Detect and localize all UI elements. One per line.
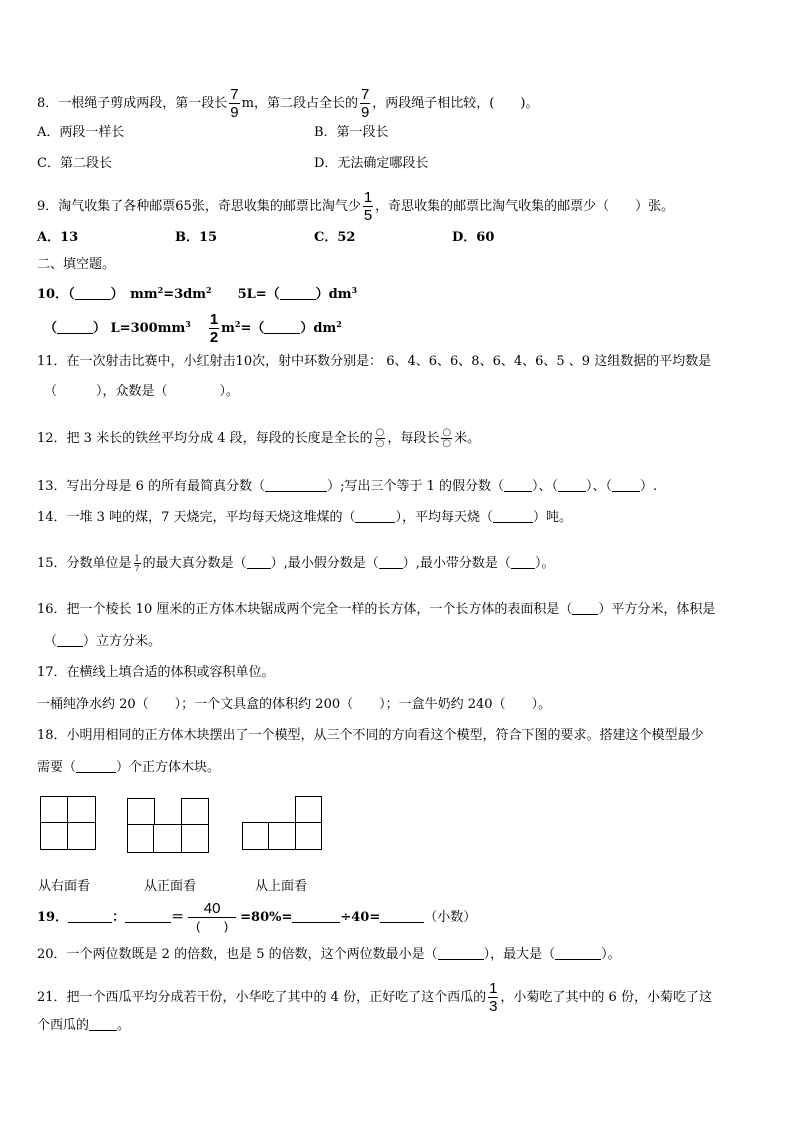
q16-text-b: ）平方分米，体积是 [598,602,716,617]
q9-fraction-num: 1 [363,189,373,206]
q10-fraction-den: 2 [209,329,219,346]
q17-line-2: 一桶纯净水约 20（ ）；一个文具盒的体积约 200（ ）；一盒牛奶约 240（ ）。 [37,697,552,712]
q9-fraction [363,189,373,224]
q21-fraction [488,980,498,1015]
q8-option-c: C．第二段长 [37,156,112,171]
view-top-cell [268,822,297,850]
q21-text-c: 个西瓜的 [37,1018,90,1033]
q8-text-b: m，第二段占全长的 [241,96,358,111]
q21-text-a: 21．把一个西瓜平均分成若干份，小华吃了其中的 4 份，正好吃了这个西瓜的 [37,990,487,1005]
view-top-cell [295,796,322,824]
q10-text-j: ）dm [300,321,337,336]
q9-stem [37,189,674,224]
q13-blank-2[interactable] [504,478,532,492]
q18-blank[interactable] [76,759,116,773]
q13-text-b: ）;写出三个等于 1 的假分数（ [327,479,504,494]
q18-line-1: 18．小明用相同的正方体木块摆出了一个模型，从三个不同的方向看这个模型，符合下图的要求。搭建这个模型最少 [37,728,704,743]
q10-line-1 [37,281,357,304]
q19-blank-2[interactable] [125,909,171,923]
q19-text-a: 19． [37,910,69,925]
q10-sup-2: 2 [205,285,212,295]
q10-text-e: ）dm [315,287,352,302]
q10-sup-4: 3 [185,319,191,329]
view-right-cell [40,822,69,850]
q15-text-d: ）,最小带分数是（ [402,556,511,571]
view-top-cell [242,822,270,850]
q17-line-1: 17．在横线上填合适的体积或容积单位。 [37,665,275,680]
view-top-cell [295,822,322,850]
q21-line-2 [37,1017,130,1035]
q19-fraction-den: ( ) [188,917,236,935]
q19-blank-1[interactable] [68,909,112,923]
q21-fraction-den: 3 [489,998,498,1015]
q9-option-d: D．60 [452,230,495,245]
q13-text-a: 13．写出分母是 6 的所有最简真分数（ [37,479,266,494]
q14-blank-2[interactable] [493,509,533,523]
q12-circle-fraction-2 [441,428,452,449]
q13-text-d: ）、（ [586,479,613,494]
q13-blank-3[interactable] [558,478,586,492]
q9-text-a: 9．淘气收集了各种邮票65张，奇思收集的邮票比淘气少 [37,199,361,214]
view-front-cell [181,798,209,826]
q10-text-g: ） L=300mm [93,321,186,336]
q18-text-a: 需要（ [37,760,77,775]
q21-line-1 [37,980,712,1015]
q18-text-b: ）个正方体木块。 [116,760,221,775]
q16-blank-2[interactable] [57,633,83,647]
view-from-front-figure [127,798,209,853]
q10-blank-2[interactable] [280,286,316,300]
q9-option-c: C．52 [314,230,356,245]
q12-text-a: 12．把 3 米长的铁丝平均分成 4 段，每段的长度是全长的 [37,431,373,446]
q8-fraction-2 [360,86,370,121]
q21-blank[interactable] [89,1017,117,1031]
q10-text-h: m [221,321,235,336]
q19-fraction [188,900,236,935]
q11-line-2: （ ），众数是（ ）。 [44,384,240,399]
label-view-from-right: 从右面看 [38,879,91,894]
view-front-cell [127,824,155,853]
q10-text-b: ） mm [110,287,158,302]
q15-fraction-num: 1 [134,554,140,563]
q19-text-f: （小数） [424,910,477,925]
q8-option-d: D．无法确定哪段长 [314,156,429,171]
q12-circle-2-den: ○ [442,438,452,449]
q13-text-e: ）. [640,479,658,494]
q14-text-b: ），平均每天烧（ [395,510,493,525]
q10-blank-3[interactable] [57,320,93,334]
q21-text-b: ，小菊吃了其中的 6 份，小菊吃了这 [500,990,712,1005]
q8-text-a: 8．一根绳子剪成两段，第一段长 [37,96,228,111]
q12-stem [37,427,480,451]
q20-blank-1[interactable] [438,946,484,960]
view-from-top-figure [242,796,322,850]
q12-circle-1-den: ○ [375,438,385,449]
q15-blank-2[interactable] [379,555,403,569]
q16-text-c: （ [44,634,58,649]
q10-text-f: （ [44,321,58,336]
q16-blank-1[interactable] [572,601,598,615]
q8-stem [37,86,538,121]
q10-text-a: 10．（ [37,287,75,302]
q12-text-c: 米。 [454,431,481,446]
q10-sup-6: 2 [336,319,342,329]
q20-text-b: ），最大是（ [483,947,556,962]
q8-fraction-1-den: 9 [230,104,239,121]
q10-fraction-num: 1 [209,311,219,328]
q8-fraction-2-num: 7 [360,86,370,103]
q20-blank-2[interactable] [555,946,601,960]
q19-text-e: ÷40= [340,910,381,925]
q10-text-c: =3dm [163,287,206,302]
q18-line-2 [37,759,220,777]
q12-circle-fraction-1 [375,428,386,449]
q8-fraction-2-den: 9 [360,104,370,121]
q16-line-1 [37,601,715,619]
q15-text-b: 的最大真分数是（ [142,556,247,571]
q10-sup-1: 2 [157,285,164,295]
q10-line-2 [44,308,342,346]
q13-blank-4[interactable] [612,478,640,492]
q12-circle-1-num: ○ [375,427,385,438]
q11-line-1: 11．在一次射击比赛中，小红射击10次，射中环数分别是： 6、4、6、6、8、6、4、6、5 、9 这组数据的平均数是 [37,354,712,369]
section-2-heading: 二、填空题。 [37,257,116,272]
q10-text-d: 5L=（ [237,287,280,302]
q9-option-a: A．13 [37,230,79,245]
view-front-cell [127,798,155,826]
q21-fraction-num: 1 [489,980,498,997]
view-front-cell [181,824,209,853]
q9-fraction-den: 5 [363,207,373,224]
q20-stem [37,946,621,964]
view-from-right-figure [40,796,96,850]
q14-text-c: ）吨。 [533,510,573,525]
q19-blank-4[interactable] [380,909,424,923]
q15-blank-3[interactable] [511,555,535,569]
q19-fraction-num: 40 [203,900,221,917]
q13-stem [37,478,657,496]
q14-text-a: 14．一堆 3 吨的煤，7 天烧完，平均每天烧这堆煤的（ [37,510,356,525]
q15-stem [37,554,554,574]
q19-blank-3[interactable] [292,909,340,923]
q16-line-2 [44,633,161,651]
q14-stem [37,509,572,527]
q8-fraction-1-num: 7 [230,86,239,103]
q8-text-c: ，两段绳子相比较，( )。 [372,96,539,111]
q15-blank-1[interactable] [247,555,271,569]
label-view-from-top: 从上面看 [255,879,308,894]
q13-text-c: ）、（ [532,479,559,494]
q13-blank-1[interactable] [265,478,327,492]
q10-sup-5: 2 [234,319,241,329]
q15-text-e: ）。 [534,556,555,571]
q20-text-a: 20．一个两位数既是 2 的倍数，也是 5 的倍数，这个两位数最小是（ [37,947,438,962]
q10-blank-1[interactable] [75,286,111,300]
q15-text-c: ）,最小假分数是（ [270,556,379,571]
q10-text-i: =（ [240,321,265,336]
q15-fraction [134,554,141,573]
q19-text-d: =80%= [240,910,293,925]
q19-stem [37,900,476,935]
view-right-cell [67,796,96,824]
q9-option-b: B．15 [175,230,218,245]
view-right-cell [40,796,69,824]
q15-fraction-den: 7 [134,564,140,573]
q8-option-a: A．两段一样长 [37,125,125,140]
q10-sup-3: 3 [351,285,358,295]
q9-text-b: ，奇思收集的邮票比淘气收集的邮票少（ ）张。 [375,199,675,214]
view-right-cell [67,822,96,850]
q16-text-a: 16．把一个棱长 10 厘米的正方体木块锯成两个完全一样的长方体，一个长方体的表面积是（ [37,602,573,617]
q15-text-a: 15．分数单位是 [37,556,132,571]
q12-text-b: ，每段长 [387,431,440,446]
view-front-cell [153,824,183,853]
q8-fraction-1 [229,86,239,121]
q10-blank-4[interactable] [264,320,300,334]
q21-text-d: 。 [117,1018,131,1033]
q8-option-b: B．第一段长 [314,125,389,140]
q19-text-c: ＝ [171,910,185,925]
q14-blank-1[interactable] [355,509,395,523]
q10-fraction [209,311,219,346]
q12-circle-2-num: ○ [442,427,452,438]
label-view-from-front: 从正面看 [144,879,197,894]
q20-text-c: ）。 [601,947,621,962]
q16-text-d: ）立方分米。 [83,634,162,649]
q19-text-b: ： [112,910,126,925]
